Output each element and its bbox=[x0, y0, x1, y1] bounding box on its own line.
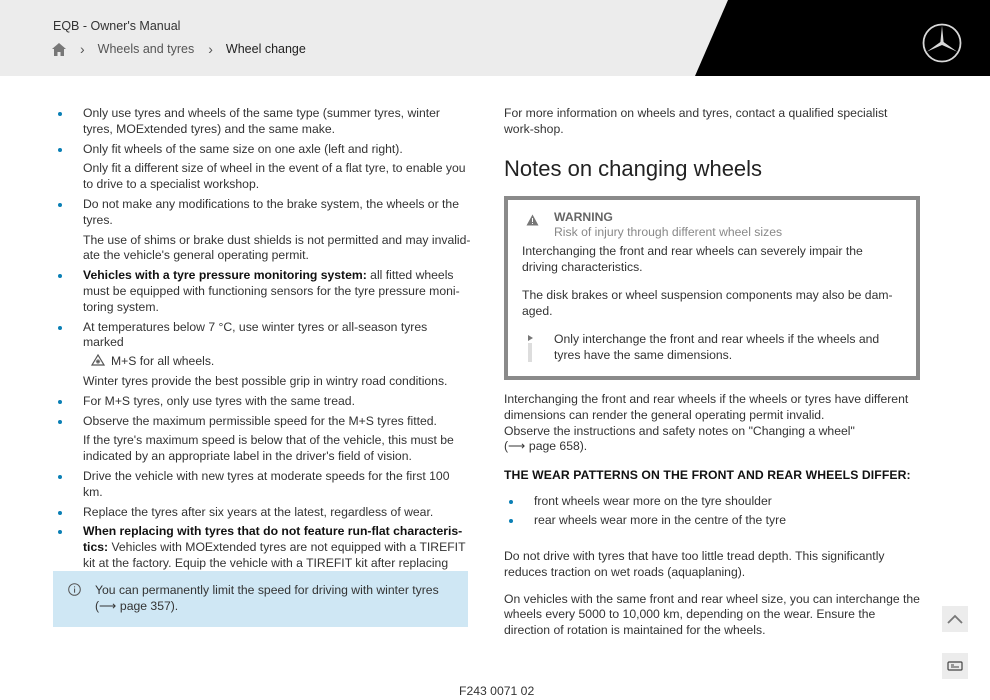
list-item: Vehicles with a tyre pressure monitoring system: all fitted wheels must be equipped with functioning sensors for the tyre pressure moni-toring system. bbox=[53, 268, 471, 315]
breadcrumb-wheel-change: Wheel change bbox=[225, 42, 306, 56]
list-item: front wheels wear more on the tyre shoulder bbox=[504, 494, 920, 510]
right-column bbox=[504, 106, 920, 639]
list-item: Do not make any modifications to the brake system, the wheels or the tyres. The use of shims or brake dust shields is not permitted and may invalid-ate the vehicle's general operating permit. bbox=[53, 197, 471, 264]
left-column bbox=[53, 106, 471, 588]
warning-triangle-icon bbox=[526, 214, 539, 226]
breadcrumb-wheels-and-tyres[interactable]: Wheels and tyres bbox=[97, 42, 195, 56]
paragraph: Do not drive with tyres that have too little tread depth. This significantly reduces traction on wet roads (aquaplaning). bbox=[504, 549, 885, 579]
paragraph: Observe the instructions and safety notes on "Changing a wheel" bbox=[504, 423, 855, 438]
list-item: Observe the maximum permissible speed for the M+S tyres fitted. If the tyre's maximum speed is below that of the vehicle, this must be indicated by an appropriate label in the driver's field of vision. bbox=[53, 414, 471, 465]
list-item: Drive the vehicle with new tyres at moderate speeds for the first 100 km. bbox=[53, 469, 471, 501]
scroll-to-top-button[interactable] bbox=[942, 606, 968, 632]
warning-text: The disk brakes or wheel suspension components may also be dam-aged. bbox=[522, 287, 893, 318]
list-item: When replacing with tyres that do not feature run-flat characteris-tics: Vehicles with MOExtended tyres are not equipped with a TIREFIT kit at the factory. Equip the vehicle with a TIREFIT kit after replacing bbox=[53, 524, 471, 587]
feedback-button[interactable] bbox=[942, 653, 968, 679]
warning-action-text: Only interchange the front and rear wheels if the wheels and tyres have the same dimensions. bbox=[554, 332, 880, 363]
chevron-up-icon bbox=[947, 614, 963, 624]
mercedes-star-logo[interactable] bbox=[922, 23, 962, 63]
list-item: For M+S tyres, only use tyres with the same tread. bbox=[53, 394, 471, 410]
page-link[interactable]: (⟶ page 658). bbox=[504, 439, 588, 454]
warning-box bbox=[504, 196, 920, 380]
list-item: Only fit wheels of the same size on one axle (left and right). Only fit a different size of wheel in the event of a flat tyre, to enable you to drive to a specialist workshop. bbox=[53, 142, 471, 193]
list-item: Only use tyres and wheels of the same type (summer tyres, winter tyres, MOExtended tyres) and the same make. bbox=[53, 106, 471, 138]
list-item: rear wheels wear more in the centre of the tyre bbox=[504, 513, 920, 529]
image-code: F243 0071 02 bbox=[459, 684, 535, 698]
chevron-right-icon: › bbox=[208, 41, 213, 57]
home-icon[interactable] bbox=[52, 43, 66, 56]
info-note-text: You can permanently limit the speed for driving with winter tyres (⟶ page 357). bbox=[95, 583, 439, 613]
warning-text: Interchanging the front and rear wheels can severely impair the driving characteristics. bbox=[522, 244, 863, 274]
snowflake-mountain-icon bbox=[91, 354, 105, 366]
wear-heading: THE WEAR PATTERNS ON THE FRONT AND REAR WHEELS DIFFER: bbox=[504, 468, 911, 483]
wear-list bbox=[504, 494, 920, 529]
page-header bbox=[0, 0, 990, 76]
warning-subtitle: Risk of injury through different wheel sizes bbox=[554, 225, 783, 240]
section-title: Notes on changing wheels bbox=[504, 155, 763, 181]
document-title: EQB - Owner's Manual bbox=[53, 19, 181, 33]
breadcrumb bbox=[52, 41, 306, 57]
chevron-right-icon: › bbox=[80, 41, 85, 57]
tyre-rules-list bbox=[53, 106, 471, 588]
paragraph: On vehicles with the same front and rear wheel size, you can interchange the wheels every 5000 to 10,000 km, depending on the wear. Ensure the direction of rotation is maintained for the wheels. bbox=[504, 591, 920, 638]
intro-text: For more information on wheels and tyres, contact a qualified specialist work-shop. bbox=[504, 106, 888, 136]
list-item: Replace the tyres after six years at the latest, regardless of wear. bbox=[53, 505, 471, 521]
info-note bbox=[53, 571, 468, 627]
warning-label: WARNING bbox=[554, 209, 613, 224]
feedback-icon bbox=[947, 660, 963, 672]
action-marker-icon bbox=[527, 334, 535, 362]
list-item: At temperatures below 7 °C, use winter tyres or all-season tyres marked M+S for all wheels. Winter tyres provide the best possible grip in wintry road conditions. bbox=[53, 320, 471, 390]
info-icon bbox=[68, 583, 81, 596]
paragraph: Interchanging the front and rear wheels if the wheels or tyres have different dimensions can render the general operating permit invalid. bbox=[504, 391, 909, 422]
